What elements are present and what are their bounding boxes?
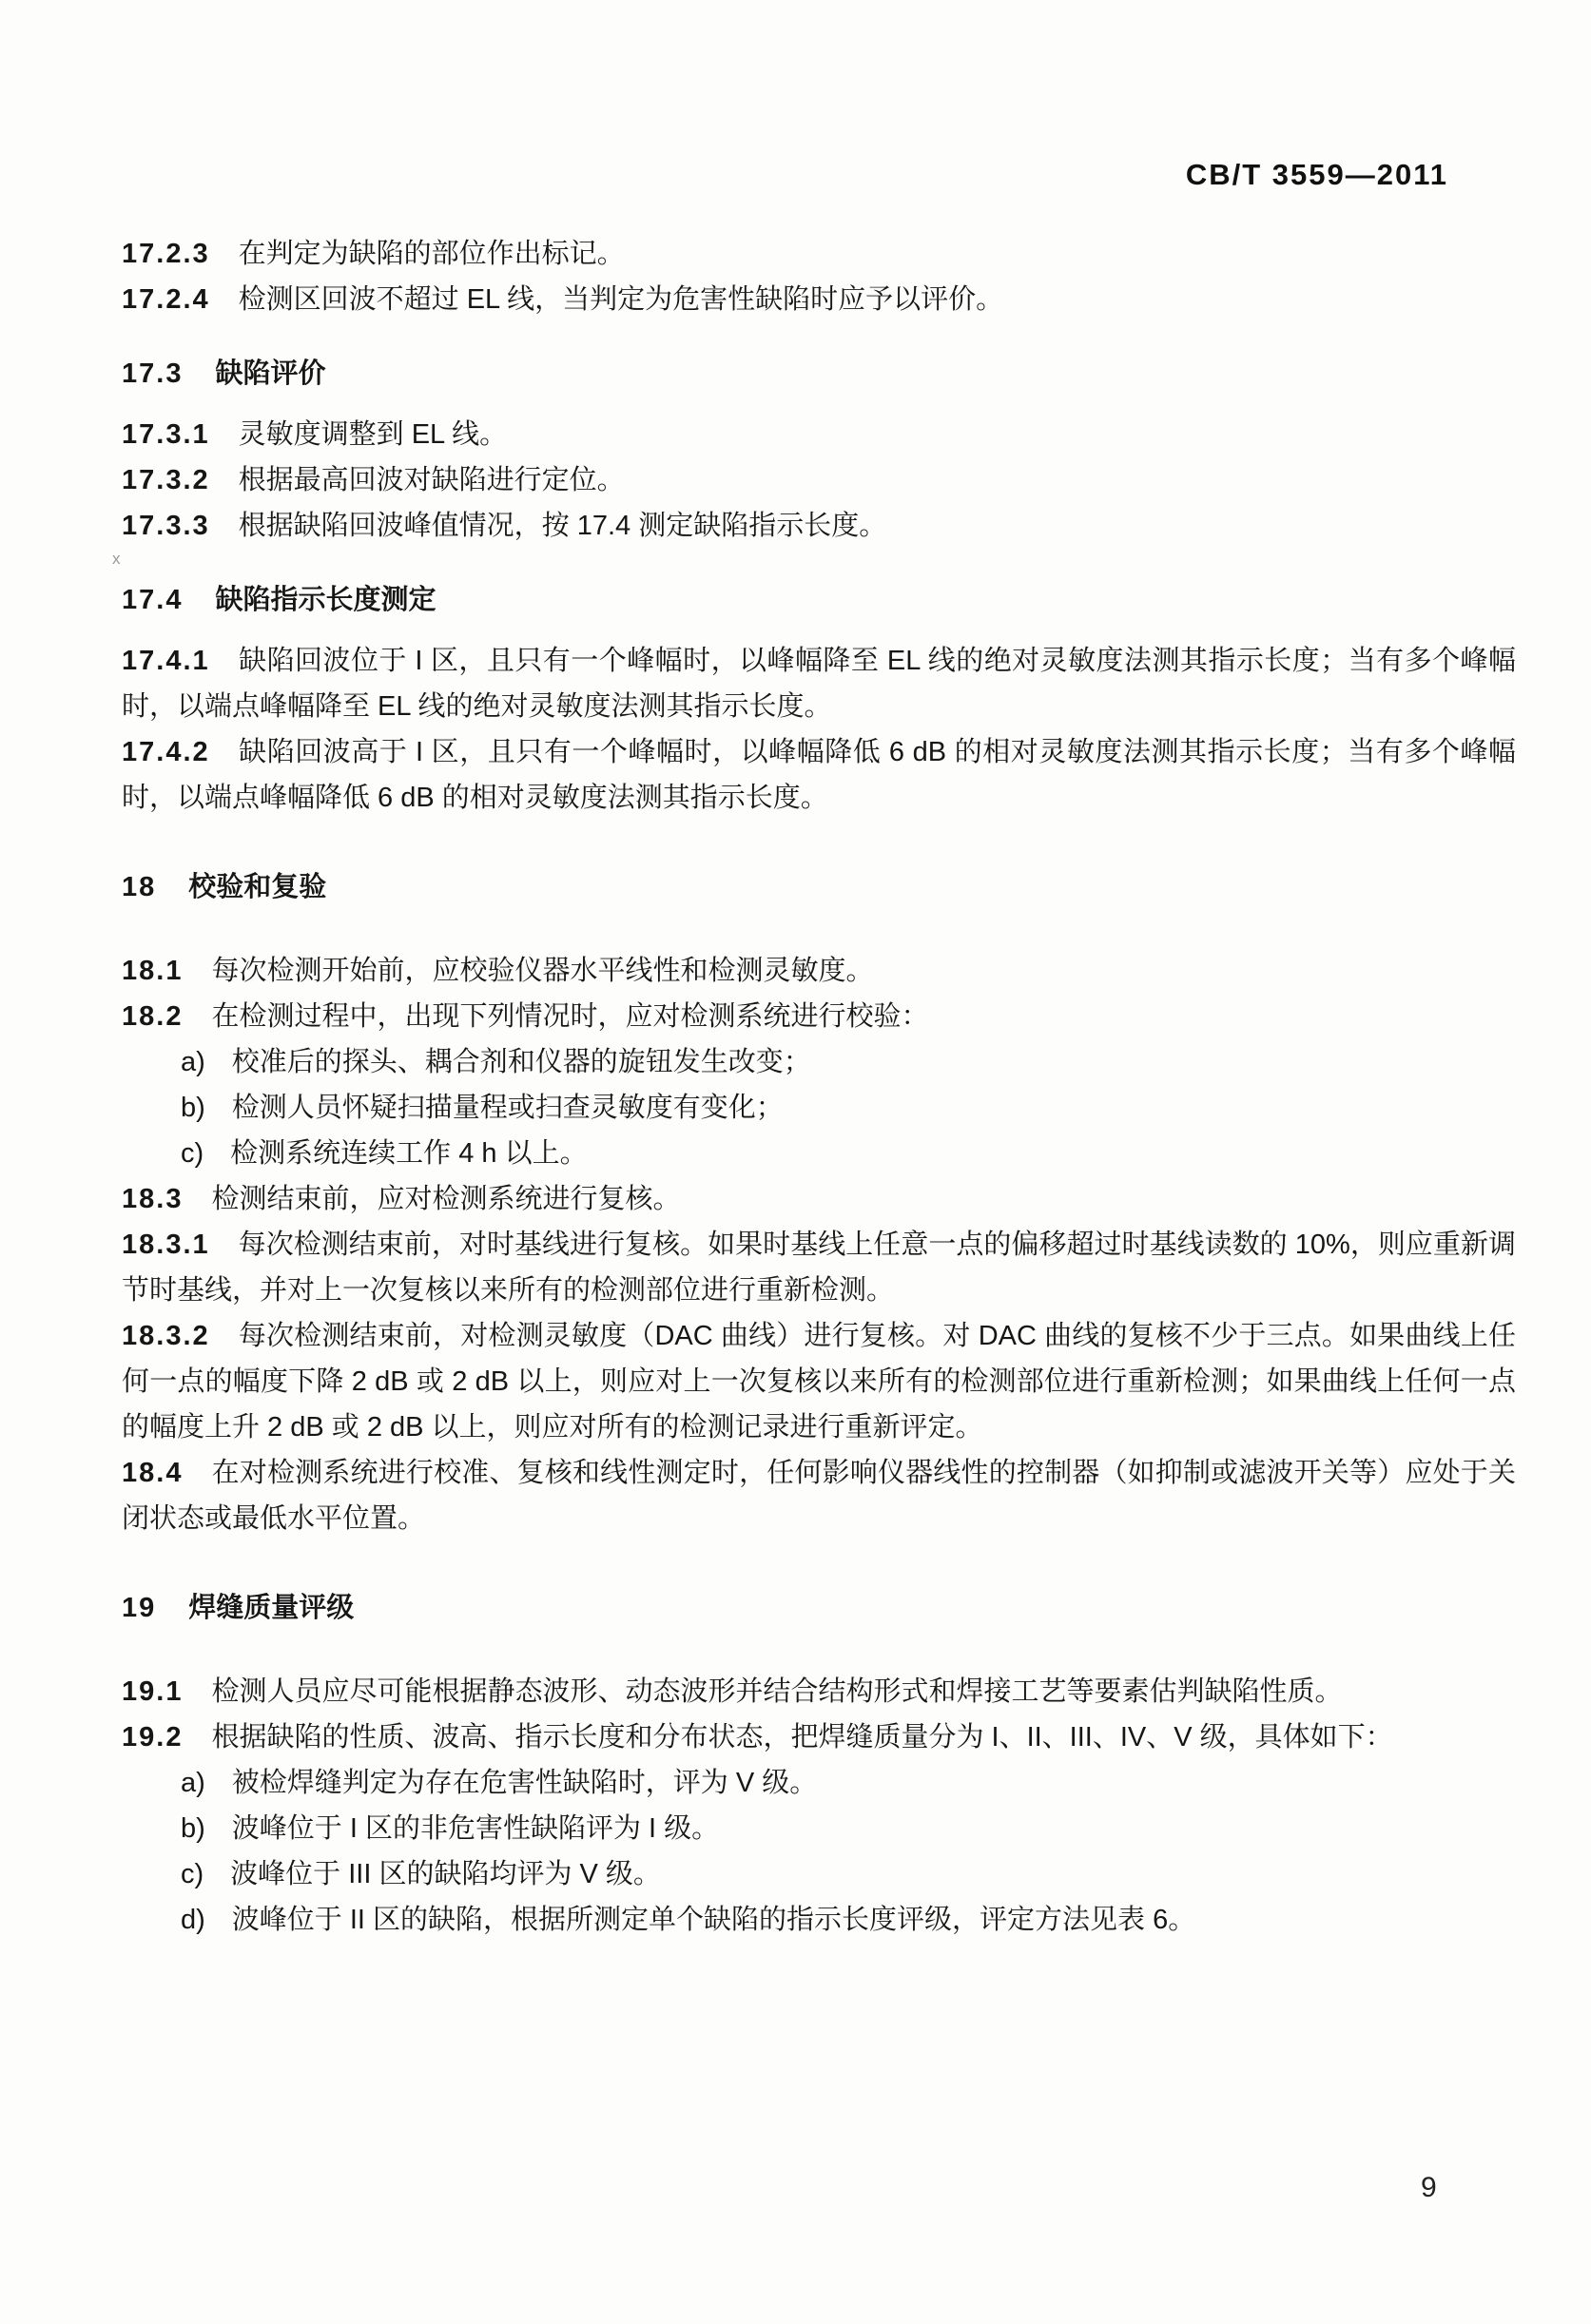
document-body	[122, 0, 1516, 1943]
clause-text: 检测人员应尽可能根据静态波形、动态波形并结合结构形式和焊接工艺等要素估判缺陷性质。	[211, 1676, 1343, 1707]
clause-number: 18.3.1	[122, 1230, 210, 1260]
list-item-text: 检测系统连续工作 4 h 以上。	[230, 1138, 588, 1169]
clause-text: 在对检测系统进行校准、复核和线性测定时，任何影响仪器线性的控制器（如抑制或滤波开关等）应处于关闭状态或最低水平位置。	[122, 1458, 1516, 1534]
list-item-label: d)	[181, 1905, 205, 1935]
list-item-text: 被检焊缝判定为存在危害性缺陷时，评为 V 级。	[231, 1768, 818, 1798]
list-item-label: c)	[181, 1859, 204, 1889]
clause-paragraph	[122, 994, 1516, 1039]
clause-paragraph	[122, 231, 1516, 277]
clause-number: 17.2.3	[122, 239, 210, 269]
clause-text: 根据缺陷的性质、波高、指示长度和分布状态，把焊缝质量分为 I、II、III、IV、V 级，具体如下：	[211, 1722, 1393, 1753]
clause-text: 在检测过程中，出现下列情况时，应对检测系统进行校验：	[211, 1001, 929, 1032]
clause-text: 缺陷回波位于 I 区，且只有一个峰幅时，以峰幅降至 EL 线的绝对灵敏度法测其指示长度；当有多个峰幅时，以端点峰幅降至 EL 线的绝对灵敏度法测其指示长度。	[122, 646, 1516, 722]
clause-number: 17.4.2	[122, 737, 210, 767]
clause-number: 18.2	[122, 1001, 184, 1032]
clause-paragraph	[122, 1313, 1516, 1450]
clause-paragraph	[122, 457, 1516, 503]
clause-paragraph	[122, 948, 1516, 994]
clause-paragraph	[122, 1669, 1516, 1714]
clause-paragraph	[122, 1714, 1516, 1760]
clause-text: 在判定为缺陷的部位作出标记。	[238, 239, 625, 269]
clause-number: 17.3.2	[122, 465, 210, 495]
clause-text: 检测区回波不超过 EL 线，当判定为危害性缺陷时应予以评价。	[238, 284, 1004, 315]
list-item-label: a)	[181, 1047, 205, 1077]
list-item	[122, 1039, 1516, 1085]
clause-paragraph	[122, 1450, 1516, 1541]
clause-text: 每次检测结束前，对检测灵敏度（DAC 曲线）进行复核。对 DAC 曲线的复核不少于三点。如果曲线上任何一点的幅度下降 2 dB 或 2 dB 以上，则应对上一次复核以来所有的检测部位进行重新检测；如果曲线上任何一点的幅度上升 2 dB 或 2 dB 以上，则应对所有的检测记录进行重新评定。	[122, 1321, 1516, 1443]
clause-number: 18	[122, 872, 157, 902]
standard-code: CB/T 3559—2011	[1185, 158, 1448, 191]
list-item	[122, 1760, 1516, 1806]
clause-number: 18.1	[122, 956, 184, 986]
clause-paragraph	[122, 729, 1516, 821]
list-item-label: c)	[181, 1138, 204, 1169]
list-item-label: a)	[181, 1768, 205, 1798]
list-item-label: b)	[181, 1093, 205, 1123]
clause-text: 焊缝质量评级	[188, 1593, 355, 1623]
clause-number: 19.1	[122, 1676, 184, 1707]
clause-text: 根据缺陷回波峰值情况，按 17.4 测定缺陷指示长度。	[238, 511, 887, 541]
clause-number: 17.4	[122, 585, 184, 615]
clause-number: 17.3.3	[122, 511, 210, 541]
clause-number: 17.2.4	[122, 284, 210, 315]
clause-number: 17.3.1	[122, 419, 210, 450]
clause-number: 17.3	[122, 358, 184, 389]
list-item-text: 检测人员怀疑扫描量程或扫查灵敏度有变化；	[231, 1093, 784, 1123]
clause-paragraph	[122, 412, 1516, 457]
list-item	[122, 1085, 1516, 1131]
clause-text: 根据最高回波对缺陷进行定位。	[238, 465, 625, 495]
section-heading	[122, 351, 1516, 397]
clause-paragraph	[122, 503, 1516, 549]
page-number: 9	[1421, 2172, 1437, 2203]
clause-paragraph	[122, 1222, 1516, 1313]
scan-artifact-mark: x	[112, 550, 121, 568]
clause-paragraph	[122, 1176, 1516, 1222]
list-item-text: 波峰位于 I 区的非危害性缺陷评为 I 级。	[231, 1813, 720, 1844]
clause-number: 19	[122, 1593, 157, 1623]
clause-paragraph	[122, 638, 1516, 729]
clause-text: 校验和复验	[188, 872, 327, 902]
clause-number: 18.3	[122, 1184, 184, 1214]
chapter-heading	[122, 864, 1516, 910]
list-item-text: 校准后的探头、耦合剂和仪器的旋钮发生改变；	[231, 1047, 811, 1077]
list-item	[122, 1851, 1516, 1897]
clause-number: 17.4.1	[122, 646, 210, 676]
clause-number: 19.2	[122, 1722, 184, 1753]
clause-text: 每次检测结束前，对时基线进行复核。如果时基线上任意一点的偏移超过时基线读数的 10%，则应重新调节时基线，并对上一次复核以来所有的检测部位进行重新检测。	[122, 1230, 1516, 1306]
list-item	[122, 1806, 1516, 1851]
clause-text: 缺陷指示长度测定	[215, 585, 437, 615]
list-item-label: b)	[181, 1813, 205, 1844]
section-heading	[122, 577, 1516, 623]
list-item-text: 波峰位于 III 区的缺陷均评为 V 级。	[230, 1859, 661, 1889]
clause-text: 灵敏度调整到 EL 线。	[238, 419, 508, 450]
clause-text: 缺陷评价	[215, 358, 326, 389]
list-item	[122, 1131, 1516, 1176]
chapter-heading	[122, 1585, 1516, 1631]
clause-number: 18.3.2	[122, 1321, 210, 1351]
clause-text: 检测结束前，应对检测系统进行复核。	[211, 1184, 681, 1214]
clause-text: 缺陷回波高于 I 区，且只有一个峰幅时，以峰幅降低 6 dB 的相对灵敏度法测其指示长度；当有多个峰幅时，以端点峰幅降低 6 dB 的相对灵敏度法测其指示长度。	[122, 737, 1516, 813]
clause-paragraph	[122, 277, 1516, 322]
list-item-text: 波峰位于 II 区的缺陷，根据所测定单个缺陷的指示长度评级，评定方法见表 6。	[231, 1905, 1196, 1935]
clause-number: 18.4	[122, 1458, 184, 1488]
list-item	[122, 1897, 1516, 1943]
clause-text: 每次检测开始前，应校验仪器水平线性和检测灵敏度。	[211, 956, 874, 986]
